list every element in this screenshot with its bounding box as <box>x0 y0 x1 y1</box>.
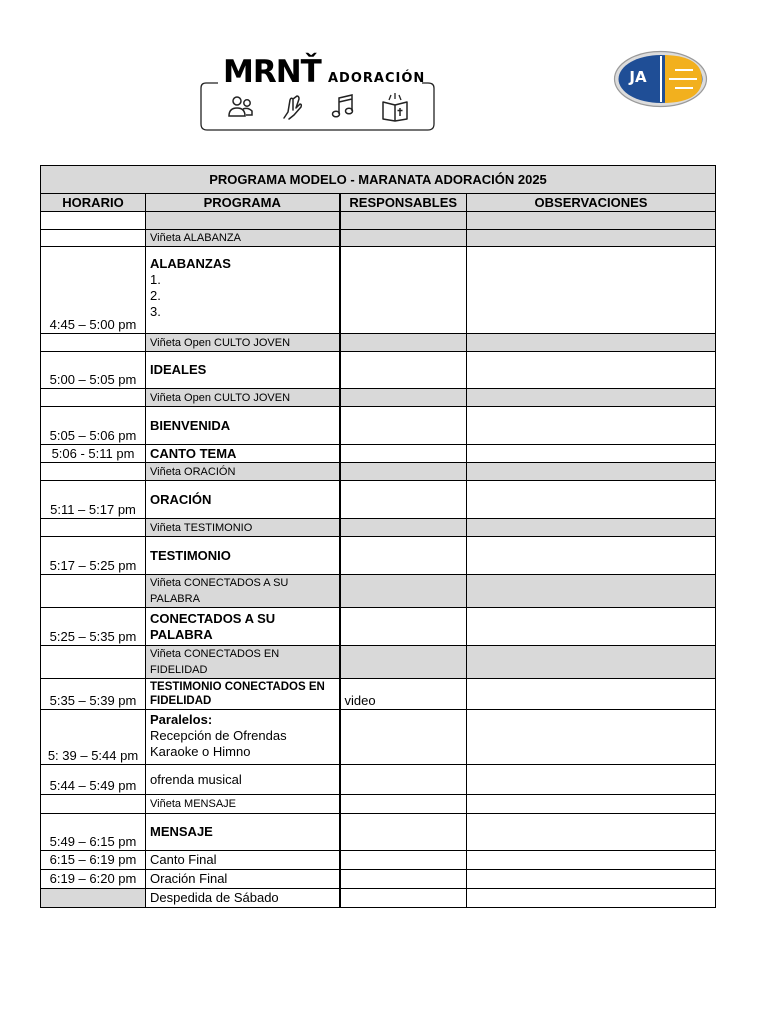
program-line: Karaoke o Himno <box>150 744 251 759</box>
cell-horario: 5:05 – 5:06 pm <box>41 407 146 445</box>
cell-responsables <box>340 389 467 407</box>
table-row <box>41 537 716 575</box>
cell-observaciones <box>467 765 716 795</box>
cell-horario: 5: 39 – 5:44 pm <box>41 710 146 765</box>
cell-horario: 5:25 – 5:35 pm <box>41 608 146 646</box>
program-line: Paralelos: <box>150 712 213 727</box>
program-line: ALABANZAS <box>150 256 231 271</box>
cell-horario: 5:00 – 5:05 pm <box>41 352 146 389</box>
ja-badge-text: JA <box>629 68 647 86</box>
cell-observaciones <box>467 334 716 352</box>
cell-horario <box>41 212 146 230</box>
table-row <box>41 575 716 608</box>
table-row <box>41 710 716 765</box>
cell-responsables: video <box>340 679 467 710</box>
cell-observaciones <box>467 889 716 908</box>
cell-responsables <box>340 575 467 608</box>
cell-programa: Viñeta TESTIMONIO <box>146 519 340 537</box>
cell-observaciones <box>467 247 716 334</box>
cell-programa: IDEALES <box>146 352 340 389</box>
cell-horario: 6:15 – 6:19 pm <box>41 851 146 870</box>
cell-responsables <box>340 710 467 765</box>
cell-responsables <box>340 646 467 679</box>
music-notes-icon <box>328 92 358 122</box>
table-row <box>41 389 716 407</box>
cell-observaciones <box>467 407 716 445</box>
cell-programa: Viñeta Open CULTO JOVEN <box>146 389 340 407</box>
praying-hands-icon <box>278 92 308 122</box>
table-row <box>41 795 716 814</box>
cell-programa: Viñeta ALABANZA <box>146 230 340 247</box>
table-row <box>41 765 716 795</box>
program-line: 3. <box>150 304 161 319</box>
table-row <box>41 247 716 334</box>
cell-programa: Viñeta CONECTADOS EN FIDELIDAD <box>146 646 340 679</box>
cell-observaciones <box>467 608 716 646</box>
cell-programa: Despedida de Sábado <box>146 889 340 908</box>
cell-observaciones <box>467 352 716 389</box>
table-row <box>41 463 716 481</box>
cell-horario <box>41 230 146 247</box>
cell-responsables <box>340 889 467 908</box>
cell-programa: Viñeta ORACIÓN <box>146 463 340 481</box>
table-row <box>41 352 716 389</box>
cell-programa: Oración Final <box>146 870 340 889</box>
table-row <box>41 230 716 247</box>
cell-observaciones <box>467 710 716 765</box>
cell-horario: 5:06 - 5:11 pm <box>41 445 146 463</box>
cell-observaciones <box>467 537 716 575</box>
cell-responsables <box>340 851 467 870</box>
bible-icon <box>380 92 410 122</box>
cell-observaciones <box>467 445 716 463</box>
people-icon <box>226 92 256 122</box>
cell-observaciones <box>467 463 716 481</box>
cell-observaciones <box>467 679 716 710</box>
maranata-adoracion-logo <box>200 50 436 132</box>
cell-programa <box>146 212 340 230</box>
table-row <box>41 445 716 463</box>
cell-programa: Viñeta MENSAJE <box>146 795 340 814</box>
cell-responsables <box>340 519 467 537</box>
program-line: 1. <box>150 272 161 287</box>
cell-horario: 5:35 – 5:39 pm <box>41 679 146 710</box>
cell-programa: BIENVENIDA <box>146 407 340 445</box>
cell-responsables <box>340 247 467 334</box>
table-row <box>41 481 716 519</box>
cell-programa <box>146 710 340 765</box>
table-row <box>41 212 716 230</box>
cell-programa: ofrenda musical <box>146 765 340 795</box>
cell-programa: CONECTADOS A SU PALABRA <box>146 608 340 646</box>
cell-responsables <box>340 230 467 247</box>
program-line: FIDELIDAD <box>150 695 212 707</box>
cell-programa: ORACIÓN <box>146 481 340 519</box>
cell-responsables <box>340 795 467 814</box>
column-header-programa: PROGRAMA <box>146 194 340 212</box>
logo-subtitle: ADORACIÓN <box>328 71 426 86</box>
cell-horario <box>41 889 146 908</box>
cell-programa: MENSAJE <box>146 814 340 851</box>
table-row <box>41 646 716 679</box>
cell-observaciones <box>467 519 716 537</box>
table-row <box>41 519 716 537</box>
table-row <box>41 889 716 908</box>
cell-observaciones <box>467 851 716 870</box>
cell-observaciones <box>467 795 716 814</box>
cell-horario <box>41 646 146 679</box>
cell-responsables <box>340 407 467 445</box>
cell-horario: 5:49 – 6:15 pm <box>41 814 146 851</box>
cell-programa: Canto Final <box>146 851 340 870</box>
cell-responsables <box>340 608 467 646</box>
cell-horario <box>41 795 146 814</box>
cell-observaciones <box>467 575 716 608</box>
cell-programa: CANTO TEMA <box>146 445 340 463</box>
table-row <box>41 608 716 646</box>
cell-programa <box>146 247 340 334</box>
logo-title: MRNŤ <box>223 54 321 90</box>
table-row <box>41 679 716 710</box>
cell-programa: Viñeta Open CULTO JOVEN <box>146 334 340 352</box>
cell-responsables <box>340 212 467 230</box>
cell-observaciones <box>467 870 716 889</box>
table-row <box>41 814 716 851</box>
cell-horario <box>41 519 146 537</box>
table-row <box>41 870 716 889</box>
cell-horario: 6:19 – 6:20 pm <box>41 870 146 889</box>
cell-responsables <box>340 445 467 463</box>
cell-responsables <box>340 765 467 795</box>
cell-responsables <box>340 870 467 889</box>
program-line: TESTIMONIO CONECTADOS EN <box>150 681 325 693</box>
column-header-observaciones: OBSERVACIONES <box>467 194 716 212</box>
cell-responsables <box>340 481 467 519</box>
cell-observaciones <box>467 389 716 407</box>
cell-horario <box>41 463 146 481</box>
table-row <box>41 334 716 352</box>
program-table <box>40 165 716 908</box>
table-row <box>41 851 716 870</box>
cell-horario: 5:44 – 5:49 pm <box>41 765 146 795</box>
cell-responsables <box>340 352 467 389</box>
cell-responsables <box>340 814 467 851</box>
ja-badge-logo <box>613 50 708 108</box>
cell-observaciones <box>467 814 716 851</box>
cell-observaciones <box>467 646 716 679</box>
cell-observaciones <box>467 230 716 247</box>
column-header-horario: HORARIO <box>41 194 146 212</box>
cell-horario <box>41 389 146 407</box>
cell-responsables <box>340 334 467 352</box>
cell-observaciones <box>467 212 716 230</box>
cell-programa: Viñeta CONECTADOS A SU PALABRA <box>146 575 340 608</box>
cell-programa <box>146 679 340 710</box>
program-line: Recepción de Ofrendas <box>150 728 287 743</box>
table-title: PROGRAMA MODELO - MARANATA ADORACIÓN 2025 <box>41 166 716 194</box>
cell-horario: 5:17 – 5:25 pm <box>41 537 146 575</box>
program-line: 2. <box>150 288 161 303</box>
cell-horario: 4:45 – 5:00 pm <box>41 247 146 334</box>
cell-responsables <box>340 463 467 481</box>
table-row <box>41 407 716 445</box>
cell-horario <box>41 575 146 608</box>
cell-programa: TESTIMONIO <box>146 537 340 575</box>
cell-horario: 5:11 – 5:17 pm <box>41 481 146 519</box>
column-header-responsables: RESPONSABLES <box>340 194 467 212</box>
cell-observaciones <box>467 481 716 519</box>
cell-horario <box>41 334 146 352</box>
cell-responsables <box>340 537 467 575</box>
